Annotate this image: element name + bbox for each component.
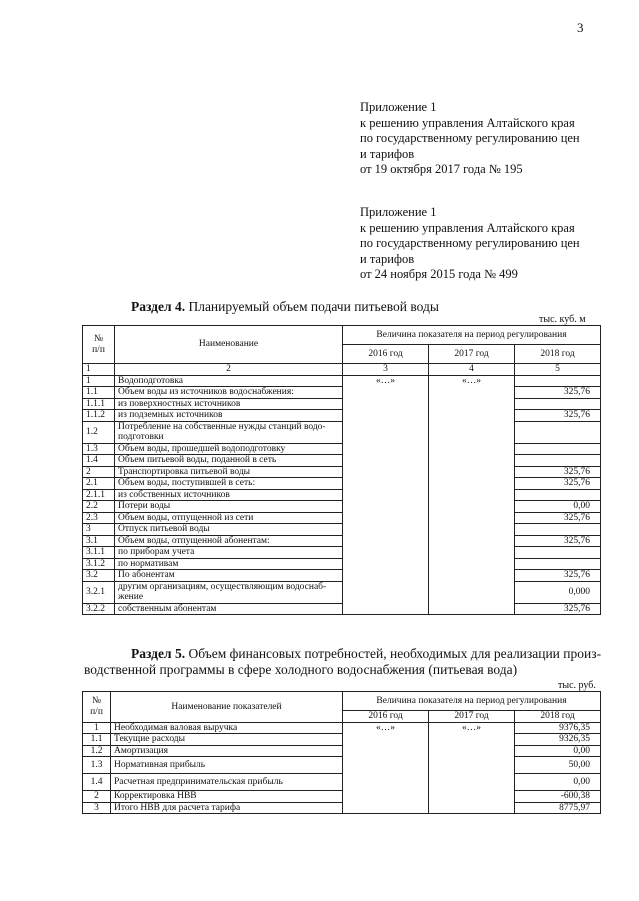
col-header-name: Наименование показателей (111, 692, 343, 723)
appendix-line: от 19 октября 2017 года № 195 (360, 162, 523, 176)
appendix-current (360, 100, 580, 178)
row-number: 1.3 (83, 757, 111, 774)
row-number: 3.2.1 (83, 581, 115, 603)
appendix-line: от 24 ноября 2015 года № 499 (360, 267, 518, 281)
appendix-previous (360, 205, 580, 283)
cell-value-2018: 0,00 (515, 501, 601, 513)
row-number: 2 (83, 791, 111, 803)
cell-value-2018 (515, 547, 601, 559)
row-name: Водоподготовка (115, 375, 343, 387)
table-row (83, 387, 601, 399)
table-row (83, 603, 601, 615)
index-cell: 5 (515, 364, 601, 376)
page-number: 3 (577, 20, 584, 35)
row-number: 2.2 (83, 501, 115, 513)
row-name: Объем воды, поступившей в сеть: (115, 478, 343, 490)
row-name: из подземных источников (115, 410, 343, 422)
table-row (83, 734, 601, 746)
table-row (83, 774, 601, 791)
table-row (83, 455, 601, 467)
cell-value-2018 (515, 375, 601, 387)
cell-value-2018: 50,00 (515, 757, 601, 774)
cell-value-2018: 8775,97 (515, 802, 601, 814)
row-name: Объем воды, отпущенной абонентам: (115, 535, 343, 547)
appendix-line: и тарифов (360, 251, 415, 266)
row-name: Объем воды, прошедшей водоподготовку (115, 443, 343, 455)
col-header-period: Величина показателя на период регулирования (343, 692, 601, 711)
row-number: 2 (83, 466, 115, 478)
cell-value-2018: 0,000 (515, 581, 601, 603)
table-row (83, 443, 601, 455)
appendix-line: Приложение 1 (360, 100, 437, 114)
cell-value-2018: 0,00 (515, 745, 601, 757)
row-number: 1.1.2 (83, 410, 115, 422)
index-cell: 1 (83, 364, 115, 376)
row-number: 1 (83, 375, 115, 387)
row-name: Объем воды, отпущенной из сети (115, 512, 343, 524)
table-row (83, 547, 601, 559)
cell-value-2018: 325,76 (515, 466, 601, 478)
cell-value-2018 (515, 558, 601, 570)
table-row (83, 558, 601, 570)
cell-value-2018: 325,76 (515, 535, 601, 547)
cell-placeholder-y2016: «…» (343, 375, 429, 615)
row-number: 1.1.1 (83, 398, 115, 410)
table-row (83, 802, 601, 814)
table-row (83, 375, 601, 387)
cell-value-2018: 325,76 (515, 478, 601, 490)
section4-title (131, 299, 439, 315)
section4-table (82, 325, 601, 615)
row-name: Объем воды из источников водоснабжения: (115, 387, 343, 399)
col-header-2016: 2016 год (343, 345, 429, 364)
appendix-line: Приложение 1 (360, 205, 437, 219)
row-name: Расчетная предпринимательская прибыль (111, 774, 343, 791)
table-row (83, 535, 601, 547)
index-cell: 3 (343, 364, 429, 376)
row-name: по приборам учета (115, 547, 343, 559)
index-row (83, 364, 601, 376)
row-number: 1.2 (83, 421, 115, 443)
cell-placeholder-y2017: «…» (429, 375, 515, 615)
table-row (83, 791, 601, 803)
section5-table (82, 691, 601, 814)
row-name: Корректировка НВВ (111, 791, 343, 803)
cell-value-2018: 9376,35 (515, 722, 601, 734)
row-number: 3.1 (83, 535, 115, 547)
cell-value-2018: 325,76 (515, 387, 601, 399)
appendix-line: по государственному регулированию цен (360, 236, 580, 250)
table-row (83, 478, 601, 490)
row-name: Необходимая валовая выручка (111, 722, 343, 734)
col-header-period: Величина показателя на период регулирования (343, 326, 601, 345)
appendix-line: по государственному регулированию цен (360, 131, 580, 145)
cell-value-2018: 0,00 (515, 774, 601, 791)
appendix-line: и тарифов (360, 146, 415, 161)
cell-value-2018 (515, 398, 601, 410)
table-row (83, 745, 601, 757)
row-number: 3 (83, 802, 111, 814)
col-header-no: № п/п (83, 692, 111, 723)
row-name: Потери воды (115, 501, 343, 513)
row-name: Амортизация (111, 745, 343, 757)
cell-value-2018: 325,76 (515, 512, 601, 524)
row-number: 1.4 (83, 774, 111, 791)
row-name: Итого НВВ для расчета тарифа (111, 802, 343, 814)
row-number: 3.2.2 (83, 603, 115, 615)
row-number: 3 (83, 524, 115, 536)
row-number: 1.4 (83, 455, 115, 467)
row-number: 3.1.1 (83, 547, 115, 559)
cell-value-2018 (515, 455, 601, 467)
table-row (83, 466, 601, 478)
col-header-name: Наименование (115, 326, 343, 364)
col-header-2017: 2017 год (429, 345, 515, 364)
cell-value-2018: -600,38 (515, 791, 601, 803)
row-number: 2.1 (83, 478, 115, 490)
table-row (83, 570, 601, 582)
section5-title-text: Объем финансовых потребностей, необходимых для реализации произ- (185, 646, 602, 661)
row-name: собственным абонентам (115, 603, 343, 615)
row-number: 3.1.2 (83, 558, 115, 570)
row-name: другим организациям, осуществляющим водоснаб-жение (115, 581, 343, 603)
section5-title-bold: Раздел 5. (131, 646, 186, 661)
row-number: 1.1 (83, 387, 115, 399)
col-header-no: № п/п (83, 326, 115, 364)
row-number: 1.1 (83, 734, 111, 746)
table-row (83, 524, 601, 536)
row-name: Потребление на собственные нужды станций водо-подготовки (115, 421, 343, 443)
section5-unit: тыс. руб. (558, 680, 596, 691)
cell-value-2018: 325,76 (515, 570, 601, 582)
col-header-2017: 2017 год (429, 711, 515, 723)
table-row (83, 410, 601, 422)
row-number: 1.2 (83, 745, 111, 757)
row-name: по нормативам (115, 558, 343, 570)
row-name: По абонентам (115, 570, 343, 582)
row-name: из собственных источников (115, 489, 343, 501)
cell-value-2018 (515, 489, 601, 501)
row-name: Нормативная прибыль (111, 757, 343, 774)
col-header-2018: 2018 год (515, 345, 601, 364)
cell-value-2018 (515, 524, 601, 536)
table-row (83, 512, 601, 524)
cell-placeholder-y2017: «…» (429, 722, 515, 814)
section4-title-text: Планируемый объем подачи питьевой воды (185, 299, 439, 314)
row-name: Объем питьевой воды, поданной в сеть (115, 455, 343, 467)
row-number: 3.2 (83, 570, 115, 582)
appendix-line: к решению управления Алтайского края (360, 115, 575, 130)
table-row (83, 398, 601, 410)
index-cell: 4 (429, 364, 515, 376)
section5-title (131, 646, 601, 662)
row-name: Отпуск питьевой воды (115, 524, 343, 536)
row-name: Транспортировка питьевой воды (115, 466, 343, 478)
section4-title-bold: Раздел 4. (131, 299, 186, 314)
cell-placeholder-y2016: «…» (343, 722, 429, 814)
section5-title-line2: водственной программы в сфере холодного водоснабжения (питьевая вода) (84, 662, 518, 677)
table-row (83, 757, 601, 774)
cell-value-2018: 325,76 (515, 603, 601, 615)
section4-unit: тыс. куб. м (539, 314, 586, 325)
appendix-line: к решению управления Алтайского края (360, 220, 575, 235)
row-number: 1.3 (83, 443, 115, 455)
row-number: 2.1.1 (83, 489, 115, 501)
row-name: из поверхностных источников (115, 398, 343, 410)
table-row (83, 581, 601, 603)
col-header-2018: 2018 год (515, 711, 601, 723)
table-row (83, 421, 601, 443)
cell-value-2018 (515, 421, 601, 443)
cell-value-2018 (515, 443, 601, 455)
table-row (83, 722, 601, 734)
index-cell: 2 (115, 364, 343, 376)
table-row (83, 501, 601, 513)
table-row (83, 489, 601, 501)
col-header-2016: 2016 год (343, 711, 429, 723)
row-name: Текущие расходы (111, 734, 343, 746)
row-number: 2.3 (83, 512, 115, 524)
cell-value-2018: 9326,35 (515, 734, 601, 746)
row-number: 1 (83, 722, 111, 734)
cell-value-2018: 325,76 (515, 410, 601, 422)
